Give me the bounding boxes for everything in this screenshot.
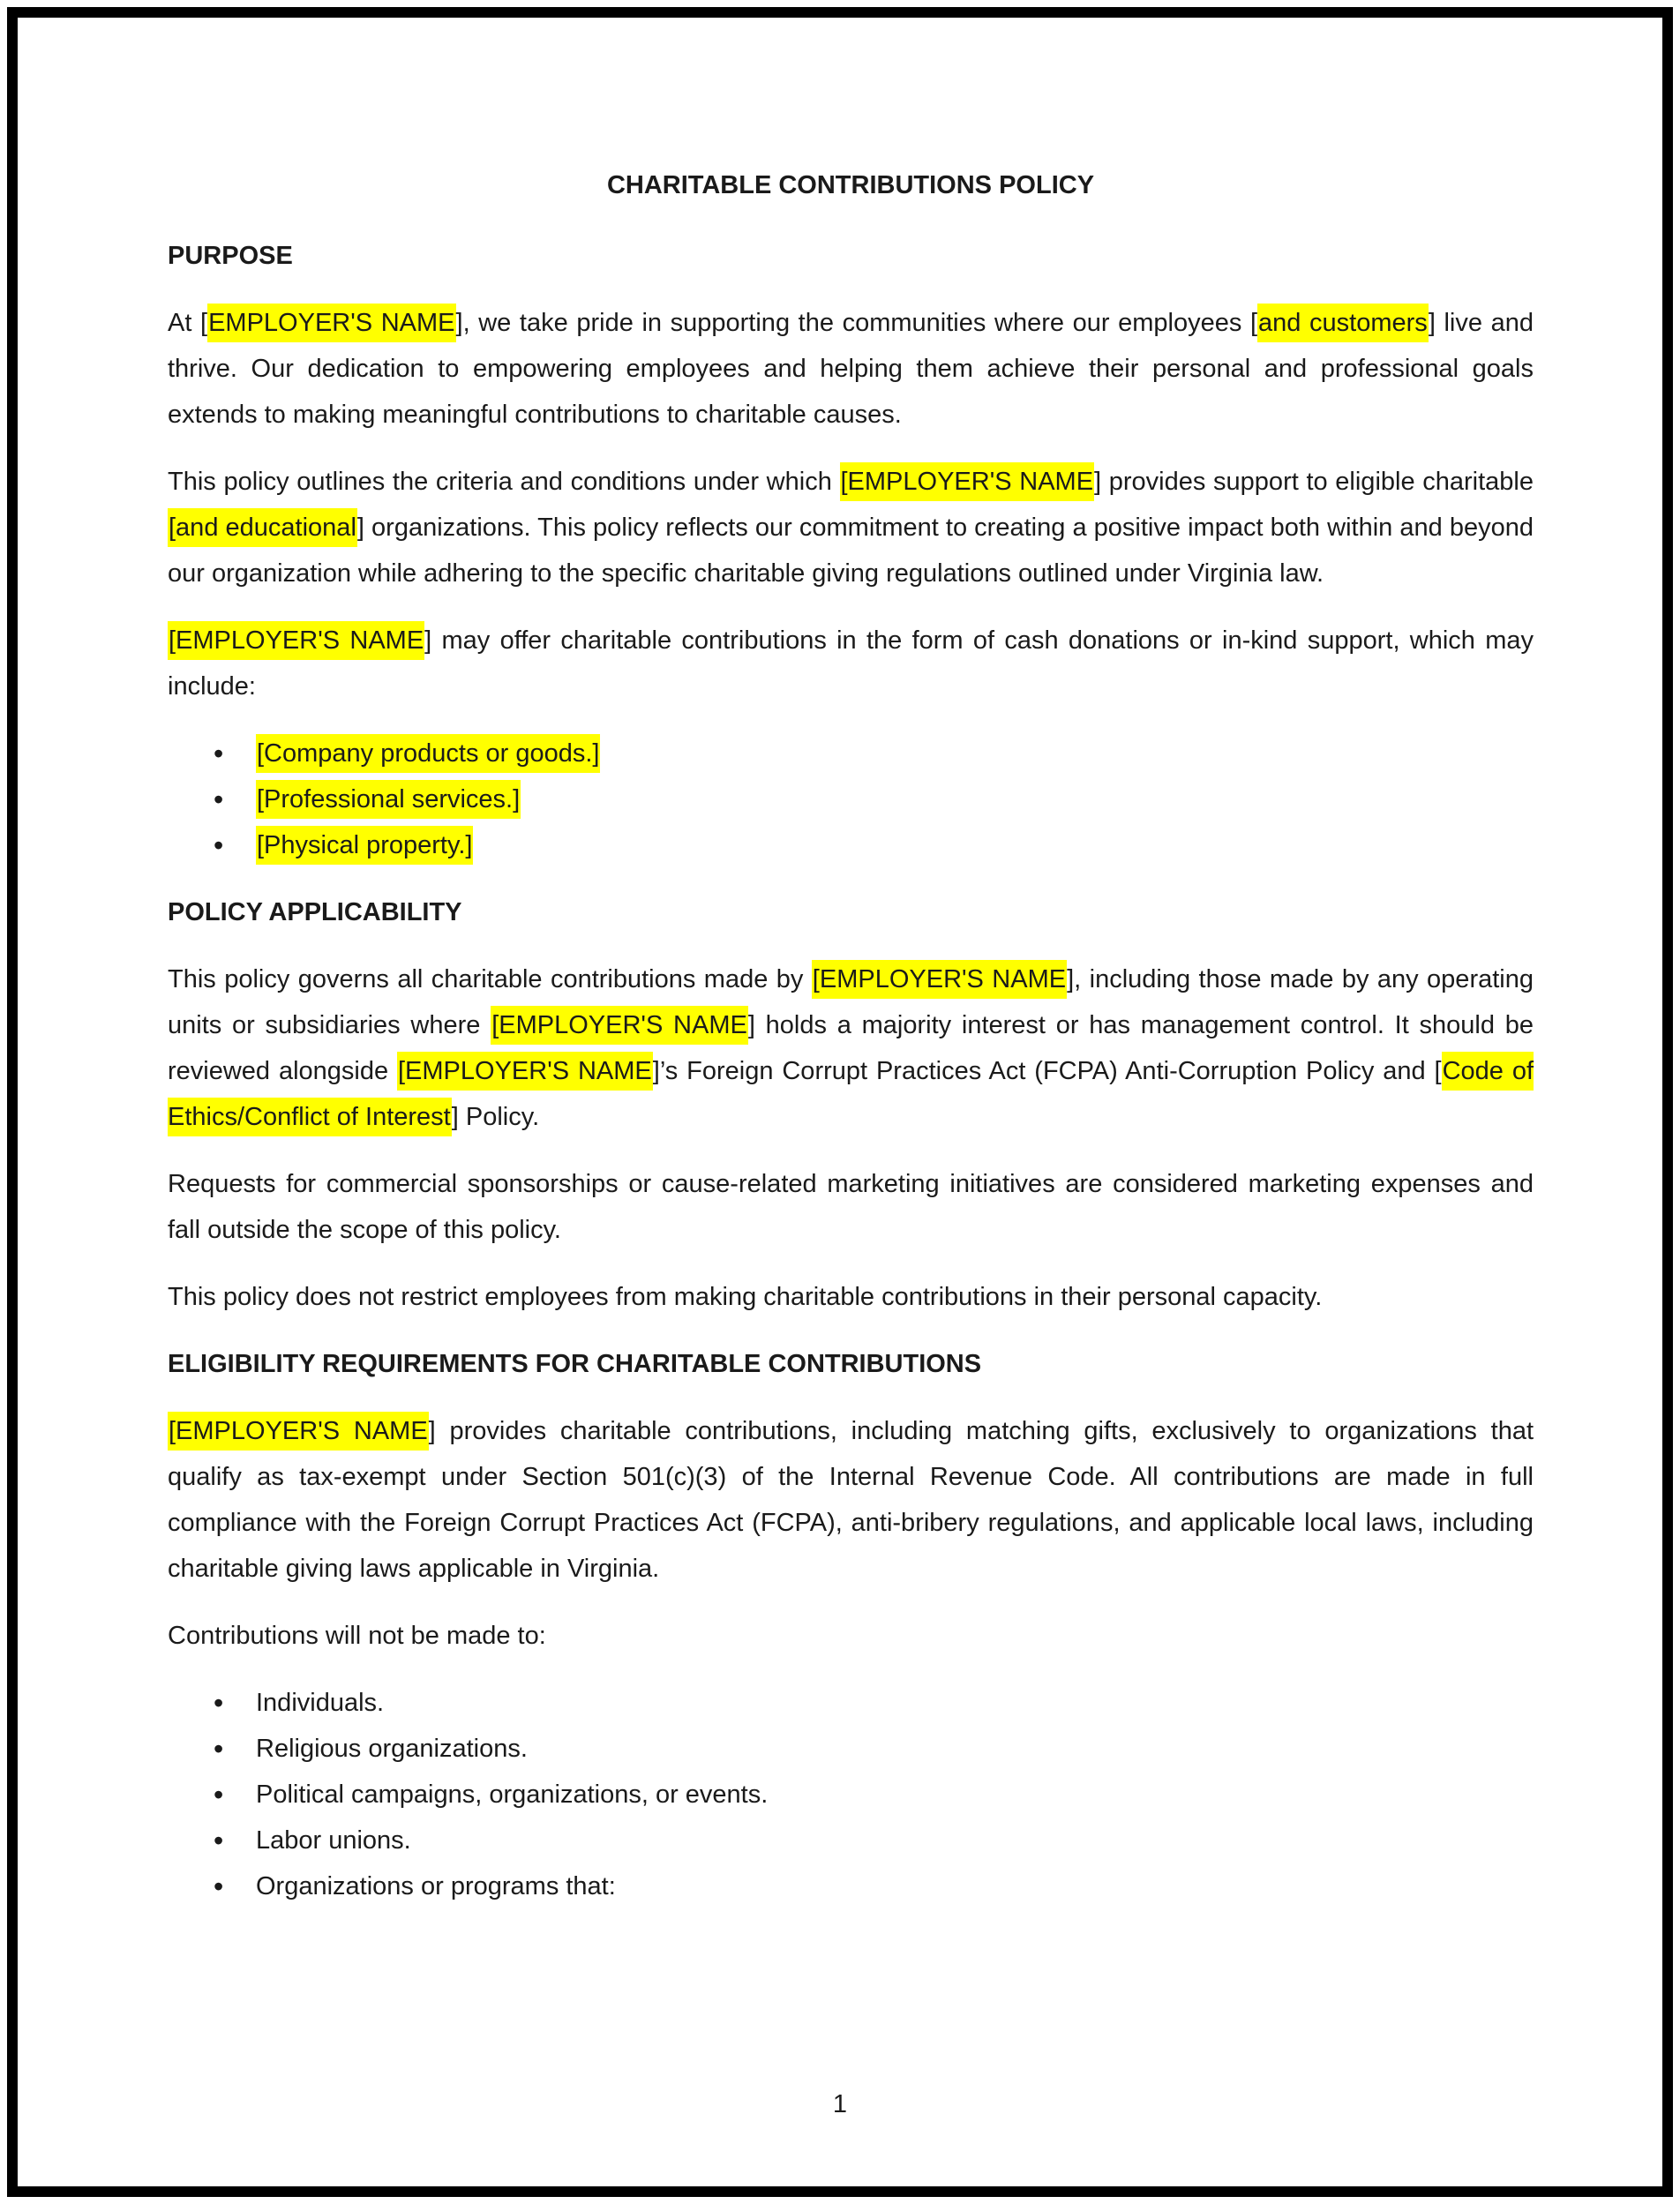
list-item [256,1863,1534,1909]
list-item [256,1680,1534,1726]
text-run: Requests for commercial sponsorships or cause-related marketing initiatives are considered marketing expenses and fall outside the scope of this policy. [168,1170,1534,1244]
text-run: ], including those made by any operating units or subsidiaries where [168,965,1534,1039]
text-run: ] may offer charitable contributions in the form of cash donations or in-kind support, which may include: [168,626,1534,701]
text-run: This policy does not restrict employees from making charitable contributions in their personal capacity. [168,1283,1323,1311]
purpose-paragraph-1 [168,300,1534,438]
highlighted-placeholder: Code of Ethics/Conflict of Interest [168,1052,1534,1136]
heading-purpose [168,233,1534,279]
applicability-paragraph-2 [168,1161,1534,1253]
list-item [256,1726,1534,1772]
document-content [18,18,1662,1909]
applicability-paragraph-1 [168,956,1534,1140]
eligibility-paragraph-1 [168,1408,1534,1592]
applicability-paragraph-3 [168,1274,1534,1320]
highlighted-placeholder: EMPLOYER'S NAME [207,304,455,342]
list-item [256,731,1534,776]
highlighted-placeholder: [and educational [168,508,357,547]
text-run: ]’s Foreign Corrupt Practices Act (FCPA) Anti-Corruption Policy and [ [652,1057,1442,1085]
purpose-paragraph-3 [168,618,1534,709]
list-item [256,1772,1534,1818]
highlighted-placeholder: and customers [1257,304,1429,342]
text-run: This policy outlines the criteria and conditions under which [168,468,840,496]
highlighted-placeholder: [Professional services.] [256,780,521,819]
heading-eligibility-requirements [168,1341,1534,1387]
text-run: ] holds a majority interest or has management control. It should be reviewed alongside [168,1011,1534,1085]
text-run: ] provides charitable contributions, including matching gifts, exclusively to organizations that qualify as tax-exempt under Section 501(c)(3) of the Internal Revenue Code. All contributions are made in full compliance with the Foreign Corrupt Practices Act (FCPA), anti-bribery regulations, and applicable local laws, including charitable giving laws applicable in Virginia. [168,1417,1534,1583]
purpose-paragraph-2 [168,459,1534,596]
list-item [256,1818,1534,1863]
text-run: ], we take pride in supporting the communities where our employees [ [455,309,1258,337]
list-item [256,776,1534,822]
heading-policy-applicability [168,889,1534,935]
text-run: Organizations or programs that: [256,1872,616,1900]
excluded-recipients-list [168,1680,1534,1909]
highlighted-placeholder: [EMPLOYER'S NAME [397,1052,653,1091]
text-run: POLICY APPLICABILITY [168,898,462,926]
document-page-border [7,7,1673,2197]
text-run: ] live and thrive. Our dedication to empowering employees and helping them achieve their personal and professional goals extends to making meaningful contributions to charitable causes. [168,309,1534,429]
text-run: Labor unions. [256,1826,411,1855]
highlighted-placeholder: [EMPLOYER'S NAME [812,960,1067,999]
highlighted-placeholder: [EMPLOYER'S NAME [491,1006,748,1045]
text-run: ] organizations. This policy reflects our commitment to creating a positive impact both within and beyond our organization while adhering to the specific charitable giving regulations outlined under Virginia law. [168,514,1534,588]
highlighted-placeholder: [EMPLOYER'S NAME [168,1412,429,1451]
highlighted-placeholder: [Company products or goods.] [256,734,600,773]
text-run: ELIGIBILITY REQUIREMENTS FOR CHARITABLE CONTRIBUTIONS [168,1350,982,1378]
text-run: Political campaigns, organizations, or events. [256,1780,769,1809]
eligibility-paragraph-2 [168,1613,1534,1659]
text-run: Individuals. [256,1689,385,1717]
document-body [168,233,1534,1909]
text-run: This policy governs all charitable contributions made by [168,965,812,993]
text-run: Religious organizations. [256,1735,528,1763]
highlighted-placeholder: [Physical property.] [256,826,473,865]
page-number: 1 [832,2090,848,2118]
list-item [256,822,1534,868]
text-run: ] provides support to eligible charitable [1094,468,1534,496]
highlighted-placeholder: [EMPLOYER'S NAME [168,621,424,660]
text-run: Contributions will not be made to: [168,1622,546,1650]
document-title: CHARITABLE CONTRIBUTIONS POLICY [606,171,1095,199]
text-run: PURPOSE [168,242,293,270]
text-run: ] Policy. [451,1103,540,1131]
text-run: At [ [168,309,208,337]
highlighted-placeholder: [EMPLOYER'S NAME [840,462,1095,501]
contribution-forms-list [168,731,1534,868]
